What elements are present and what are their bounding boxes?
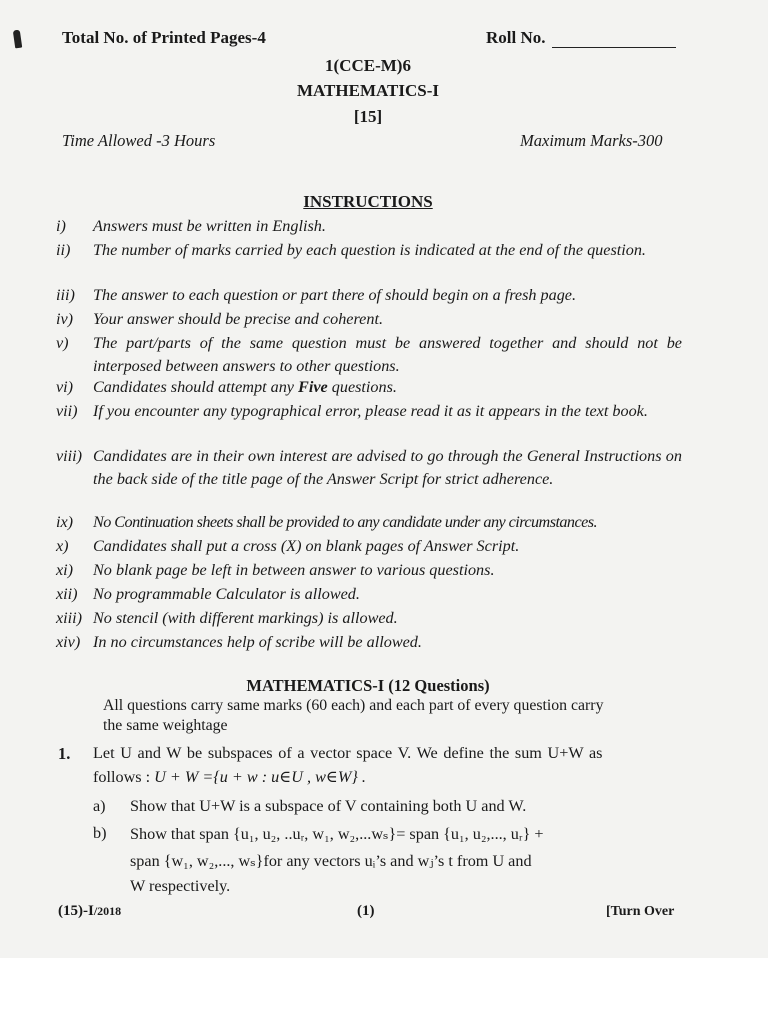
sum-formula: U + W ={u + w : u∈U , w∈W} . xyxy=(154,768,366,786)
instruction-text: In no circumstances help of scribe will be allowed. xyxy=(93,633,422,651)
instruction-num: iii) xyxy=(56,286,75,304)
footer-code xyxy=(58,903,121,920)
instruction-item xyxy=(56,376,682,399)
instruction-text-part: questions. xyxy=(327,378,397,396)
section-title: MATHEMATICS-I (12 Questions) xyxy=(246,676,490,695)
total-pages: Total No. of Printed Pages-4 xyxy=(62,28,266,47)
instruction-num: ii) xyxy=(56,241,71,259)
instructions-title xyxy=(0,192,736,212)
question-text-prefix: follows : xyxy=(93,768,155,786)
instruction-item xyxy=(56,215,682,238)
instruction-text: Candidates are in their own interest are advised to go through the General Instructions on the back side of the title page of the Answer Script for strict adherence. xyxy=(93,447,682,488)
footer-year: /2018 xyxy=(93,904,122,918)
part-b-line3: W respectively. xyxy=(130,877,231,895)
instruction-num: viii) xyxy=(56,447,83,465)
part-b-line1: Show that span {u₁, u₂, ..uᵣ, w₁, w₂,...wₛ}= span {u₁, u₂,..., uᵣ} + xyxy=(130,825,544,843)
instruction-emphasis: Five xyxy=(298,378,328,396)
max-marks: Maximum Marks-300 xyxy=(520,131,663,150)
instruction-item xyxy=(56,400,682,423)
page-number: (1) xyxy=(357,903,375,919)
instruction-item xyxy=(56,607,682,630)
instruction-num: xiii) xyxy=(56,609,83,627)
instruction-item xyxy=(56,583,682,606)
instruction-num: v) xyxy=(56,334,69,352)
instruction-text: The answer to each question or part there of should begin on a fresh page. xyxy=(93,286,577,304)
instruction-num: iv) xyxy=(56,310,74,328)
instruction-text: No programmable Calculator is allowed. xyxy=(93,585,360,603)
instruction-num: ix) xyxy=(56,513,74,531)
instruction-num: xi) xyxy=(56,561,74,579)
subject-title: MATHEMATICS-I xyxy=(297,81,439,100)
instruction-text: The part/parts of the same question must be answered together and should not be interposed between answers to other questions. xyxy=(93,334,682,375)
instruction-item xyxy=(56,511,682,534)
paper-number: [15] xyxy=(353,107,383,126)
instruction-item xyxy=(56,631,682,654)
instruction-item xyxy=(56,284,682,307)
section-note-line1: All questions carry same marks (60 each) and each part of every question carry xyxy=(103,697,604,714)
instruction-text: Your answer should be precise and coherent. xyxy=(93,310,384,328)
instruction-item xyxy=(56,308,682,331)
part-b-label: b) xyxy=(93,824,107,842)
instruction-num: x) xyxy=(56,537,69,555)
instruction-num: vi) xyxy=(56,378,74,396)
instruction-num: vii) xyxy=(56,402,78,420)
instruction-num: i) xyxy=(56,217,66,235)
instruction-item xyxy=(56,445,682,490)
instruction-text-part: Candidates should attempt any xyxy=(93,378,299,396)
instruction-item xyxy=(56,559,682,582)
time-allowed: Time Allowed -3 Hours xyxy=(62,131,216,150)
punch-mark xyxy=(13,30,22,49)
part-a-label: a) xyxy=(93,797,106,815)
instruction-text: No stencil (with different markings) is allowed. xyxy=(93,609,398,627)
question-number: 1. xyxy=(58,744,71,763)
roll-no-blank xyxy=(552,33,676,48)
instruction-text xyxy=(93,376,682,399)
instruction-item xyxy=(56,239,682,262)
roll-no xyxy=(486,28,676,48)
instruction-text: If you encounter any typographical error, please read it as it appears in the text book. xyxy=(93,402,648,420)
instruction-item xyxy=(56,332,682,377)
turn-over: [Turn Over xyxy=(606,904,675,919)
instruction-num: xii) xyxy=(56,585,78,603)
question-text-line2 xyxy=(93,767,366,787)
footer-code-text: (15)-I xyxy=(58,903,94,919)
instruction-text: No blank page be left in between answer to various questions. xyxy=(93,561,495,579)
instruction-text: The number of marks carried by each question is indicated at the end of the question. xyxy=(93,241,646,259)
instructions-heading: INSTRUCTIONS xyxy=(303,192,433,211)
instruction-text: Answers must be written in English. xyxy=(93,217,326,235)
instruction-text: No Continuation sheets shall be provided to any candidate under any circumstances. xyxy=(93,513,597,531)
instruction-text: Candidates shall put a cross (X) on blank pages of Answer Script. xyxy=(93,537,520,555)
section-note-line2: the same weightage xyxy=(103,717,228,734)
instruction-num: xiv) xyxy=(56,633,81,651)
paper-code: 1(CCE-M)6 xyxy=(325,56,411,75)
question-text: Let U and W be subspaces of a vector space V. We define the sum U+W as xyxy=(93,744,603,762)
part-a-text: Show that U+W is a subspace of V containing both U and W. xyxy=(130,797,527,815)
instruction-item xyxy=(56,535,682,558)
part-b-line2: span {w₁, w₂,..., wₛ}for any vectors uᵢ’s and wⱼ’s t from U and xyxy=(130,852,532,870)
roll-no-label: Roll No. xyxy=(486,28,546,47)
